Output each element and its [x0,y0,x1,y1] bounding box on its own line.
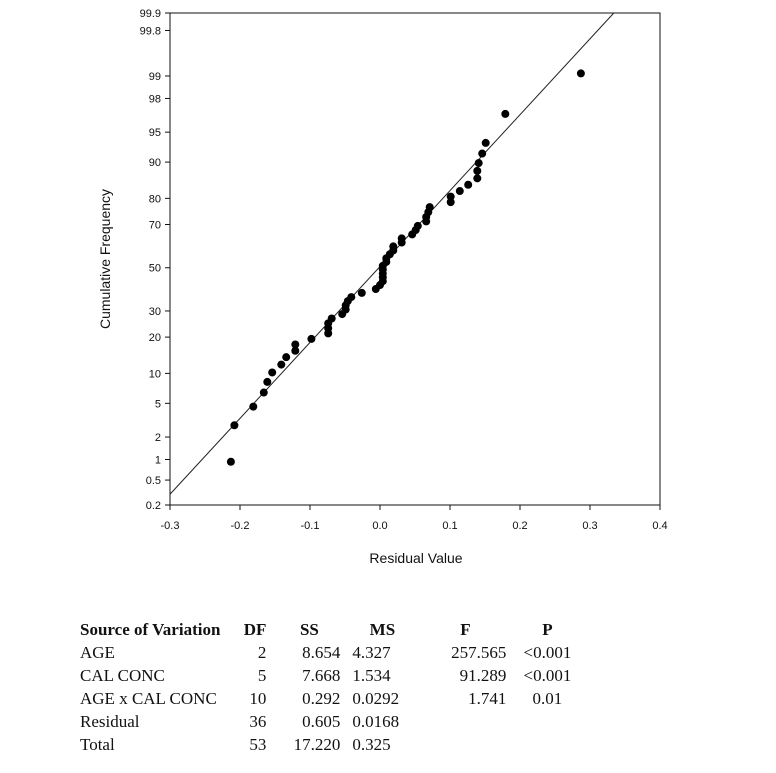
cell-source: Total [80,735,115,754]
y-tick-label: 95 [148,127,161,140]
cell-df: 10 [249,689,267,708]
header-f: F [460,620,471,639]
data-point [347,293,355,301]
y-tick-label: 0.5 [145,475,161,488]
data-point [328,315,336,323]
x-tick-label: 0.0 [372,520,388,532]
data-point [249,403,257,411]
header-ms: MS [369,620,396,639]
x-axis-title: Residual Value [369,550,463,566]
y-tick-label: 0.2 [145,500,161,512]
cell-ss: 8.654 [302,643,341,662]
table-row [76,664,582,687]
y-tick-label: 50 [148,262,161,275]
y-tick-label: 99.8 [139,25,161,38]
x-tick-label: -0.3 [160,520,180,532]
plot-frame [170,13,660,505]
y-tick-label: 5 [154,398,161,411]
table-row [76,710,582,733]
data-point [414,222,422,230]
data-points [227,69,585,465]
cell-source: AGE x CAL CONC [80,689,217,708]
y-tick-label: 70 [148,219,161,232]
cell-df: 53 [249,735,267,754]
data-point [426,203,434,211]
header-p: P [542,620,553,639]
y-axis-ticks [140,8,170,512]
cell-df: 36 [249,712,267,731]
data-point [282,353,290,361]
cell-f: 257.565 [451,643,507,662]
header-df: DF [243,620,267,639]
data-point [473,174,481,182]
cell-df: 2 [257,643,267,662]
table-row [76,641,582,664]
data-point [260,389,268,397]
data-point [398,234,406,242]
cell-p: <0.001 [523,666,572,685]
cell-ms: 4.327 [352,643,391,662]
data-point [464,181,472,189]
cell-f [418,710,512,733]
cell-ms: 0.325 [352,735,391,754]
cell-p: 0.01 [532,689,563,708]
y-tick-label: 99.9 [139,8,161,20]
y-tick-label: 98 [148,93,161,106]
cell-ss: 0.292 [302,689,341,708]
cell-ms: 1.534 [352,666,391,685]
x-tick-label: 0.2 [512,520,528,532]
y-tick-label: 1 [154,454,161,467]
cell-source: Residual [80,712,140,731]
header-ss: SS [299,620,319,639]
data-point [501,110,509,118]
cell-ss: 0.605 [302,712,341,731]
data-point [473,167,481,175]
data-point [577,69,585,77]
y-tick-label: 20 [148,332,161,345]
data-point [268,368,276,376]
x-tick-label: -0.2 [230,520,250,532]
cell-ss: 17.220 [293,735,341,754]
table-row [76,733,582,756]
data-point [291,340,299,348]
data-point [307,335,315,343]
data-point [447,193,455,201]
y-tick-label: 90 [148,157,161,170]
data-point [482,139,490,147]
cell-p [512,733,582,756]
data-point [277,361,285,369]
header-source: Source of Variation [80,620,221,639]
data-point [478,150,486,158]
cell-ms: 0.0168 [352,712,400,731]
table-row [76,687,582,710]
data-point [389,242,397,250]
x-tick-label: -0.1 [300,520,320,532]
data-point [227,458,235,466]
y-tick-label: 2 [154,432,161,445]
y-tick-label: 10 [148,368,161,381]
cell-ms: 0.0292 [352,689,400,708]
cell-f: 91.289 [459,666,507,685]
cell-p: <0.001 [523,643,572,662]
x-tick-label: 0.1 [442,520,458,532]
cell-df: 5 [257,666,267,685]
y-tick-label: 99 [148,70,161,83]
data-point [358,289,366,297]
x-tick-label: 0.4 [652,520,668,532]
y-axis-title: Cumulative Frequency [97,188,113,330]
cell-source: CAL CONC [80,666,165,685]
cell-f: 1.741 [468,689,507,708]
y-tick-label: 80 [148,193,161,206]
data-point [456,187,464,195]
x-axis-ticks [161,505,668,532]
data-point [230,421,238,429]
anova-header-row [76,618,582,641]
cell-ss: 7.668 [302,666,341,685]
y-tick-label: 30 [148,305,161,318]
x-tick-label: 0.3 [582,520,598,532]
cell-p [512,710,582,733]
cell-f [418,733,512,756]
anova-table [76,618,582,756]
data-point [475,159,483,167]
cell-source: AGE [80,643,115,662]
data-point [263,378,271,386]
